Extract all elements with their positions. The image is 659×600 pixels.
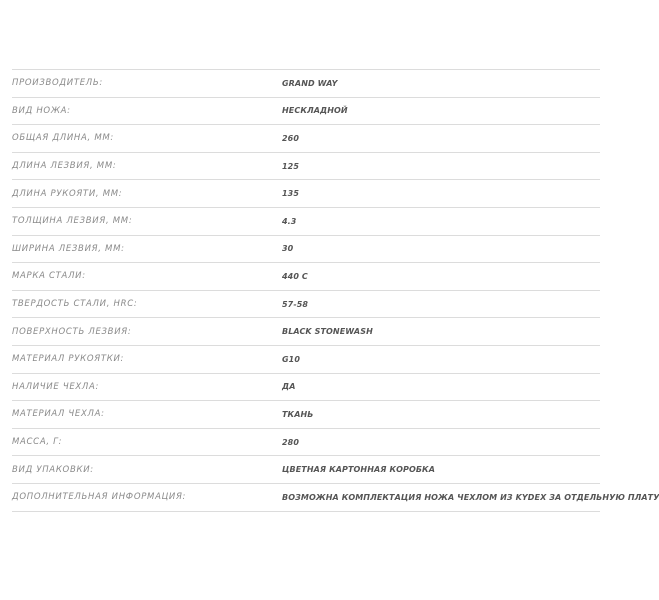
spec-row-sheath-material — [12, 401, 600, 429]
spec-value: 57-58 — [282, 299, 309, 309]
spec-value: BLACK STONEWASH — [282, 327, 373, 337]
spec-row-manufacturer — [12, 70, 600, 98]
spec-row-weight — [12, 429, 600, 457]
spec-row-handle-material — [12, 346, 600, 374]
spec-row-blade-length — [12, 153, 600, 181]
spec-value: 440 С — [282, 271, 308, 281]
spec-label: ПОВЕРХНОСТЬ ЛЕЗВИЯ: — [12, 326, 132, 337]
spec-row-knife-type — [12, 98, 600, 126]
spec-row-handle-length — [12, 180, 600, 208]
spec-label: ДЛИНА ЛЕЗВИЯ, ММ: — [12, 161, 117, 172]
specification-table — [12, 69, 659, 512]
spec-label: МАТЕРИАЛ ЧЕХЛА: — [12, 409, 105, 420]
spec-value: 135 — [282, 189, 299, 199]
spec-label: МАТЕРИАЛ РУКОЯТКИ: — [12, 354, 125, 365]
spec-row-additional-info — [12, 484, 659, 512]
spec-label: ДОПОЛНИТЕЛЬНАЯ ИНФОРМАЦИЯ: — [12, 492, 187, 503]
spec-label: ТОЛЩИНА ЛЕЗВИЯ, ММ: — [12, 216, 133, 227]
spec-value: 30 — [282, 244, 294, 254]
spec-value: 4.3 — [282, 216, 297, 226]
spec-value: ЦВЕТНАЯ КАРТОННАЯ КОРОБКА — [282, 465, 435, 475]
spec-value: ВОЗМОЖНА КОМПЛЕКТАЦИЯ НОЖА ЧЕХЛОМ ИЗ KYDEX ЗА ОТДЕЛЬНУЮ ПЛАТУ — [282, 492, 659, 502]
spec-value: 280 — [282, 437, 299, 447]
spec-label: МАССА, Г: — [12, 437, 63, 448]
spec-row-blade-finish — [12, 318, 600, 346]
spec-value: 125 — [282, 161, 299, 171]
spec-label: ОБЩАЯ ДЛИНА, ММ: — [12, 133, 114, 144]
spec-value: ДА — [282, 382, 296, 392]
spec-value: ТКАНЬ — [282, 409, 314, 419]
spec-label: ДЛИНА РУКОЯТИ, ММ: — [12, 188, 123, 199]
spec-value: 260 — [282, 133, 299, 143]
spec-row-steel-hardness — [12, 291, 600, 319]
spec-row-blade-width — [12, 236, 600, 264]
spec-value: GRAND WAY — [282, 78, 338, 88]
spec-label: МАРКА СТАЛИ: — [12, 271, 86, 282]
spec-value: G10 — [282, 354, 300, 364]
spec-label: ВИД УПАКОВКИ: — [12, 464, 94, 475]
spec-row-blade-thickness — [12, 208, 600, 236]
spec-label: ШИРИНА ЛЕЗВИЯ, ММ: — [12, 243, 125, 254]
spec-row-packaging — [12, 456, 600, 484]
spec-label: ТВЕРДОСТЬ СТАЛИ, HRC: — [12, 299, 138, 310]
spec-row-total-length — [12, 125, 600, 153]
spec-label: НАЛИЧИЕ ЧЕХЛА: — [12, 381, 100, 392]
spec-value: НЕСКЛАДНОЙ — [282, 106, 348, 116]
spec-row-steel-grade — [12, 263, 600, 291]
spec-label: ПРОИЗВОДИТЕЛЬ: — [12, 78, 103, 89]
spec-row-sheath-included — [12, 374, 600, 402]
spec-label: ВИД НОЖА: — [12, 105, 71, 116]
